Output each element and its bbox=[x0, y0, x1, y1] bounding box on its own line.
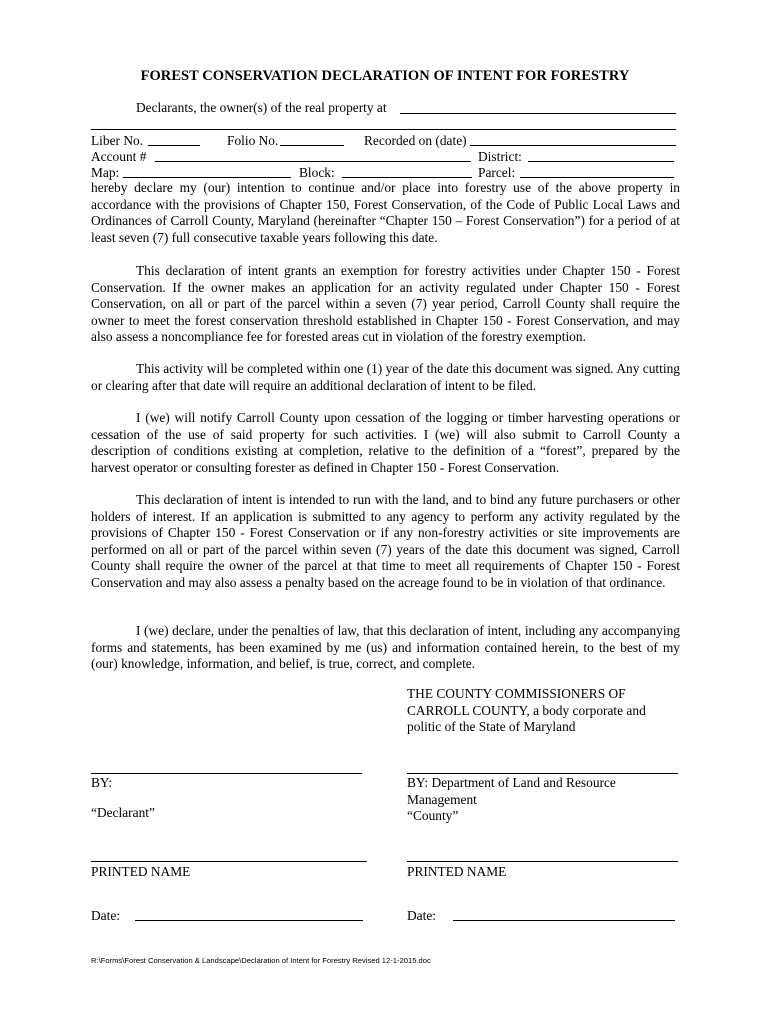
map-field[interactable] bbox=[123, 177, 291, 178]
printed-name-right-label: PRINTED NAME bbox=[407, 864, 507, 879]
district-field[interactable] bbox=[528, 161, 674, 162]
recorded-label: Recorded on (date) bbox=[364, 133, 467, 148]
exemption-paragraph bbox=[91, 263, 680, 346]
paragraph-4: I (we) will notify Carroll County upon cessation of the logging or timber harvesting operations or cessation of the use of said property for such activities. I (we) will also submit to Carroll County a description of conditions existing at completion, relative to the definition of a “forest”, prepared by the harvest operator or consulting forester as defined in Chapter 150 - Forest Conservation. bbox=[91, 410, 680, 475]
county-label: “County” bbox=[407, 808, 459, 823]
attestation-paragraph bbox=[91, 623, 680, 673]
declarants-label: Declarants, the owner(s) of the real property at bbox=[136, 100, 387, 115]
map-label: Map: bbox=[91, 165, 120, 180]
by-left-label: BY: bbox=[91, 775, 113, 790]
printed-name-right-line[interactable] bbox=[407, 861, 678, 862]
declarant-signature-line[interactable] bbox=[91, 773, 362, 774]
district-label: District: bbox=[478, 149, 522, 164]
printed-name-left-label: PRINTED NAME bbox=[91, 864, 191, 879]
land-binding-paragraph bbox=[91, 492, 680, 591]
paragraph-5: This declaration of intent is intended to run with the land, and to bind any future purchasers or other holders of interest. If an application is submitted to any agency to perform any activity regulated by the provisions of Chapter 150 - Forest Conservation or if any non-forestry activities or site improvements are performed on all or part of the parcel within seven (7) years of the date this document was signed, Carroll County shall require the owner of the parcel at that time to meet all requirements of Chapter 150 - Forest Conservation and may also assess a penalty based on the acreage found to be in violation of that ordinance. bbox=[91, 492, 680, 590]
property-address-field-2[interactable] bbox=[91, 129, 676, 130]
date-right-field[interactable] bbox=[453, 920, 675, 921]
county-line-2: CARROLL COUNTY, a body corporate and bbox=[407, 702, 646, 718]
account-label: Account # bbox=[91, 149, 147, 164]
notification-paragraph bbox=[91, 410, 680, 476]
folio-label: Folio No. bbox=[227, 133, 279, 148]
declaration-paragraph bbox=[91, 180, 680, 246]
block-field[interactable] bbox=[342, 177, 472, 178]
file-path-footer: R:\Forms\Forest Conservation & Landscape\Declaration of Intent for Forestry Revised 12-1-2015.doc bbox=[91, 956, 431, 965]
by-right-line-2: Management bbox=[407, 791, 477, 807]
folio-field[interactable] bbox=[280, 145, 344, 146]
paragraph-3: This activity will be completed within one (1) year of the date this document was signed. Any cutting or clearing after that date will require an additional declaration of intent to be filed. bbox=[91, 361, 680, 393]
county-block bbox=[407, 686, 646, 736]
by-right-line-1: BY: Department of Land and Resource bbox=[407, 775, 616, 790]
county-line-1: THE COUNTY COMMISSIONERS OF bbox=[407, 686, 626, 701]
block-label: Block: bbox=[299, 165, 335, 180]
completion-paragraph bbox=[91, 361, 680, 394]
declarant-label: “Declarant” bbox=[91, 805, 155, 820]
property-address-field[interactable] bbox=[400, 113, 676, 114]
liber-label: Liber No. bbox=[91, 133, 144, 148]
paragraph-1: hereby declare my (our) intention to continue and/or place into forestry use of the above property in accordance with the provisions of Chapter 150, Forest Conservation, of the Code of Public Local Laws and Ordinances of Carroll County, Maryland (hereinafter “Chapter 150 – Forest Conservation”) for a period of at least seven (7) full consecutive taxable years following this date. bbox=[91, 180, 680, 245]
paragraph-2: This declaration of intent grants an exemption for forestry activities under Chapter 150 - Forest Conservation. If the owner makes an application for an activity regulated under Chapter 150 - Forest Conservation, on all or part of the parcel within a seven (7) year period, Carroll County shall require the owner to meet the forest conservation threshold established in Chapter 150 - Forest Conservation, and may also assess a noncompliance fee for forested areas cut in violation of the forestry exemption. bbox=[91, 263, 680, 344]
liber-field[interactable] bbox=[148, 145, 200, 146]
county-line-3: politic of the State of Maryland bbox=[407, 719, 576, 734]
paragraph-6: I (we) declare, under the penalties of law, that this declaration of intent, including any accompanying forms and statements, has been examined by me (us) and information contained herein, to the best of my (our) knowledge, information, and belief, is true, correct, and complete. bbox=[91, 623, 680, 671]
date-left-field[interactable] bbox=[135, 920, 363, 921]
county-signature-line[interactable] bbox=[407, 773, 678, 774]
by-right-block bbox=[407, 775, 616, 825]
parcel-field[interactable] bbox=[520, 177, 674, 178]
document-title: FOREST CONSERVATION DECLARATION OF INTENT FOR FORESTRY bbox=[140, 68, 630, 84]
parcel-label: Parcel: bbox=[478, 165, 516, 180]
date-left-label: Date: bbox=[91, 908, 120, 923]
printed-name-left-line[interactable] bbox=[91, 861, 367, 862]
date-right-label: Date: bbox=[407, 908, 436, 923]
account-field[interactable] bbox=[155, 161, 471, 162]
recorded-date-field[interactable] bbox=[470, 145, 676, 146]
